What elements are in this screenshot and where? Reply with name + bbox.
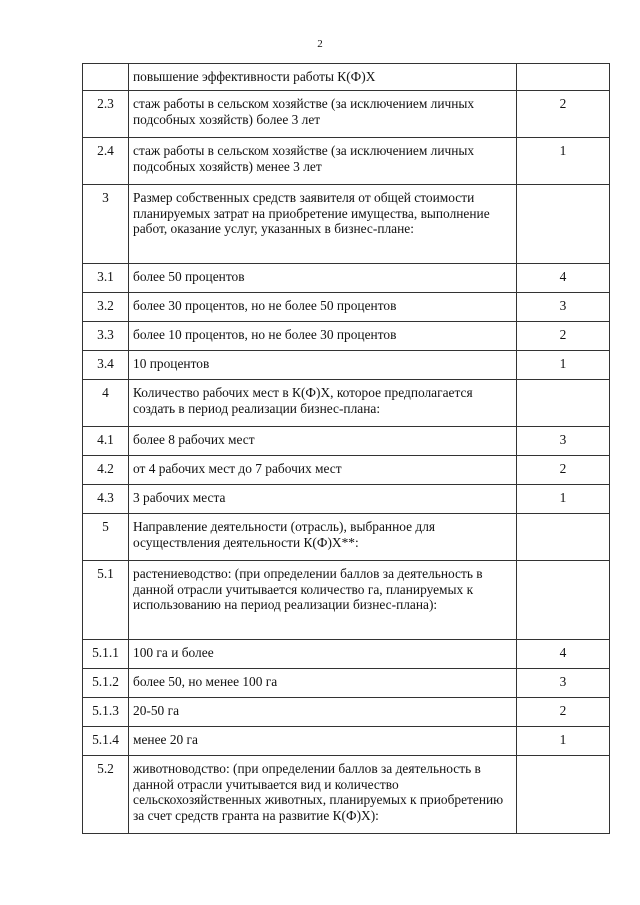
criterion-text-cell: животноводство: (при определении баллов за деятельность в данной отрасли учитывается вид и количество сельскохозяйственных животных, планируемых к приобретению за счет средств гранта на развитие К(Ф)Х):: [129, 756, 517, 834]
criterion-text-cell: 20-50 га: [129, 698, 517, 727]
table-row: [83, 293, 610, 322]
criteria-table-body: [83, 64, 610, 834]
row-number-cell: 4.1: [83, 427, 129, 456]
table-row: [83, 456, 610, 485]
score-cell: 4: [517, 264, 610, 293]
criterion-text-cell: более 30 процентов, но не более 50 процентов: [129, 293, 517, 322]
score-cell: [517, 514, 610, 561]
table-row: [83, 485, 610, 514]
score-cell: 1: [517, 138, 610, 185]
table-row: [83, 64, 610, 91]
score-cell: [517, 185, 610, 264]
criterion-text-cell: повышение эффективности работы К(Ф)Х: [129, 64, 517, 91]
row-number-cell: 4: [83, 380, 129, 427]
table-row: [83, 427, 610, 456]
score-cell: [517, 64, 610, 91]
criterion-text-cell: более 10 процентов, но не более 30 процентов: [129, 322, 517, 351]
row-number-cell: [83, 64, 129, 91]
score-cell: 4: [517, 640, 610, 669]
criterion-text-cell: Направление деятельности (отрасль), выбранное для осуществления деятельности К(Ф)Х**:: [129, 514, 517, 561]
score-cell: [517, 756, 610, 834]
criterion-text-cell: от 4 рабочих мест до 7 рабочих мест: [129, 456, 517, 485]
table-row: [83, 640, 610, 669]
table-row: [83, 669, 610, 698]
score-cell: 3: [517, 293, 610, 322]
row-number-cell: 2.3: [83, 91, 129, 138]
row-number-cell: 3.1: [83, 264, 129, 293]
criterion-text-cell: более 50, но менее 100 га: [129, 669, 517, 698]
criterion-text-cell: стаж работы в сельском хозяйстве (за исключением личных подсобных хозяйств) менее 3 лет: [129, 138, 517, 185]
row-number-cell: 5.2: [83, 756, 129, 834]
criterion-text-cell: 100 га и более: [129, 640, 517, 669]
table-row: [83, 264, 610, 293]
row-number-cell: 3.4: [83, 351, 129, 380]
criterion-text-cell: стаж работы в сельском хозяйстве (за исключением личных подсобных хозяйств) более 3 лет: [129, 91, 517, 138]
criterion-text-cell: 10 процентов: [129, 351, 517, 380]
criterion-text-cell: Количество рабочих мест в К(Ф)Х, которое предполагается создать в период реализации бизнес-плана:: [129, 380, 517, 427]
score-cell: 1: [517, 351, 610, 380]
table-row: [83, 561, 610, 640]
score-cell: 1: [517, 727, 610, 756]
table-row: [83, 138, 610, 185]
row-number-cell: 5.1.1: [83, 640, 129, 669]
score-cell: 1: [517, 485, 610, 514]
score-cell: 2: [517, 698, 610, 727]
score-cell: 3: [517, 669, 610, 698]
table-row: [83, 185, 610, 264]
table-row: [83, 756, 610, 834]
criterion-text-cell: Размер собственных средств заявителя от общей стоимости планируемых затрат на приобретение имущества, выполнение работ, оказание услуг, указанных в бизнес-плане:: [129, 185, 517, 264]
criterion-text-cell: растениеводство: (при определении баллов за деятельность в данной отрасли учитывается количество га, планируемых к использованию на период реализации бизнес-плана):: [129, 561, 517, 640]
table-row: [83, 514, 610, 561]
row-number-cell: 5.1.3: [83, 698, 129, 727]
table-row: [83, 727, 610, 756]
criteria-table: [82, 63, 610, 834]
criterion-text-cell: более 50 процентов: [129, 264, 517, 293]
table-row: [83, 380, 610, 427]
table-row: [83, 91, 610, 138]
row-number-cell: 5: [83, 514, 129, 561]
score-cell: 2: [517, 322, 610, 351]
row-number-cell: 3.2: [83, 293, 129, 322]
criterion-text-cell: 3 рабочих места: [129, 485, 517, 514]
table-row: [83, 698, 610, 727]
criterion-text-cell: более 8 рабочих мест: [129, 427, 517, 456]
score-cell: 2: [517, 91, 610, 138]
row-number-cell: 5.1.2: [83, 669, 129, 698]
row-number-cell: 5.1.4: [83, 727, 129, 756]
row-number-cell: 5.1: [83, 561, 129, 640]
score-cell: 2: [517, 456, 610, 485]
row-number-cell: 4.2: [83, 456, 129, 485]
row-number-cell: 4.3: [83, 485, 129, 514]
table-row: [83, 322, 610, 351]
row-number-cell: 2.4: [83, 138, 129, 185]
row-number-cell: 3: [83, 185, 129, 264]
score-cell: 3: [517, 427, 610, 456]
score-cell: [517, 561, 610, 640]
table-row: [83, 351, 610, 380]
score-cell: [517, 380, 610, 427]
row-number-cell: 3.3: [83, 322, 129, 351]
criterion-text-cell: менее 20 га: [129, 727, 517, 756]
page-number: 2: [317, 38, 323, 50]
